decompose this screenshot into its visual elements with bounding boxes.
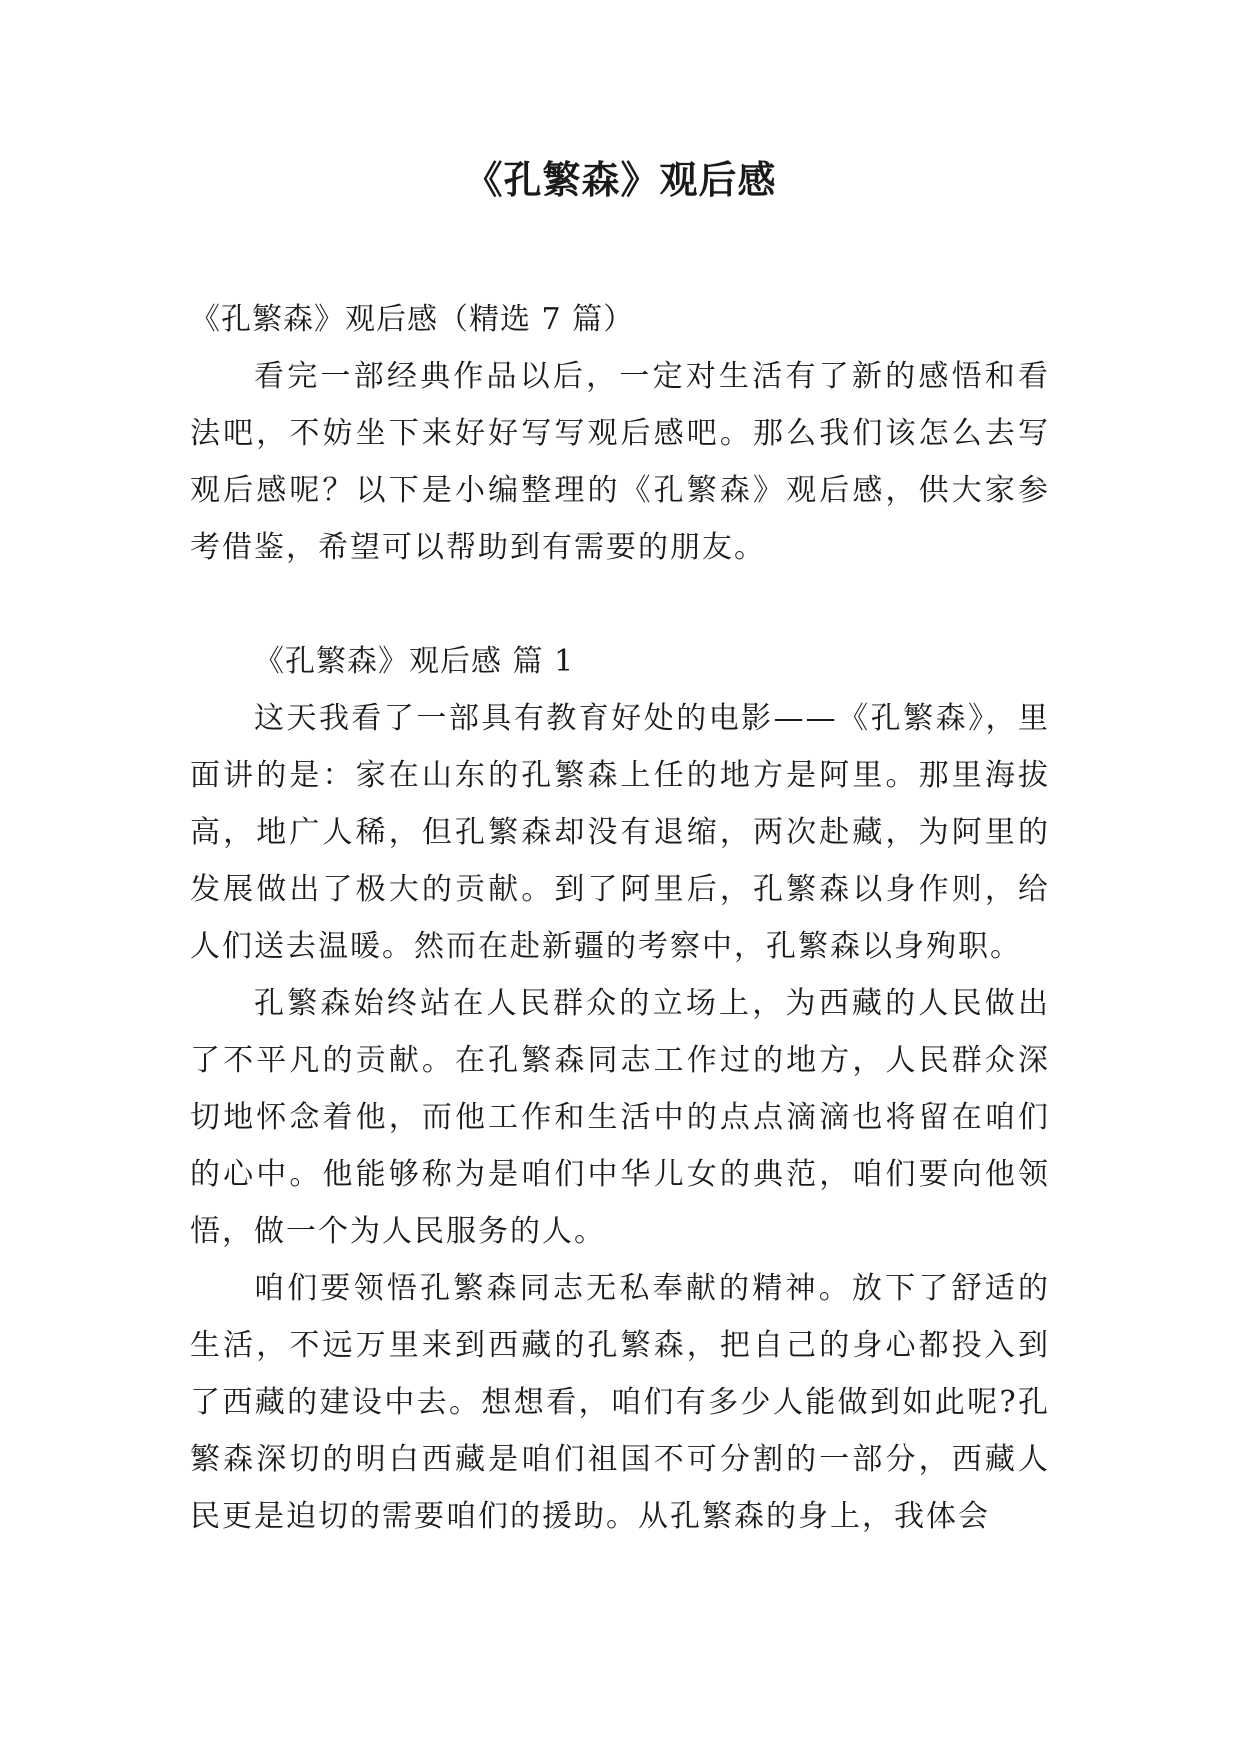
intro-paragraph: 看完一部经典作品以后，一定对生活有了新的感悟和看法吧，不妨坐下来好好写写观后感吧。那么我们该怎么去写观后感呢？以下是小编整理的《孔繁森》观后感，供大家参考借鉴，希望可以帮助到有需要的朋友。: [190, 359, 1050, 565]
document-title: 《孔繁森》观后感: [464, 158, 777, 202]
body-paragraph-1: 这天我看了一部具有教育好处的电影——《孔繁森》，里面讲的是：家在山东的孔繁森上任的地方是阿里。那里海拔高，地广人稀，但孔繁森却没有退缩，两次赴藏，为阿里的发展做出了极大的贡献。到了阿里后，孔繁森以身作则，给人们送去温暖。然而在赴新疆的考察中，孔繁森以身殉职。: [190, 701, 1050, 964]
document-subtitle: 《孔繁森》观后感（精选 7 篇）: [190, 302, 635, 337]
document-body: [190, 291, 1050, 1545]
paragraph-spacer: [190, 576, 1050, 633]
body-paragraph-3: 咱们要领悟孔繁森同志无私奉献的精神。放下了舒适的生活，不远万里来到西藏的孔繁森，把自己的身心都投入到了西藏的建设中去。想想看，咱们有多少人能做到如此呢?孔繁森深切的明白西藏是咱们祖国不可分割的一部分，西藏人民更是迫切的需要咱们的援助。从孔繁森的身上，我体会: [190, 1271, 1050, 1534]
body-paragraph-2: 孔繁森始终站在人民群众的立场上，为西藏的人民做出了不平凡的贡献。在孔繁森同志工作过的地方，人民群众深切地怀念着他，而他工作和生活中的点点滴滴也将留在咱们的心中。他能够称为是咱们中华儿女的典范，咱们要向他领悟，做一个为人民服务的人。: [190, 986, 1050, 1249]
section-heading: 《孔繁森》观后感 篇 1: [254, 644, 575, 679]
